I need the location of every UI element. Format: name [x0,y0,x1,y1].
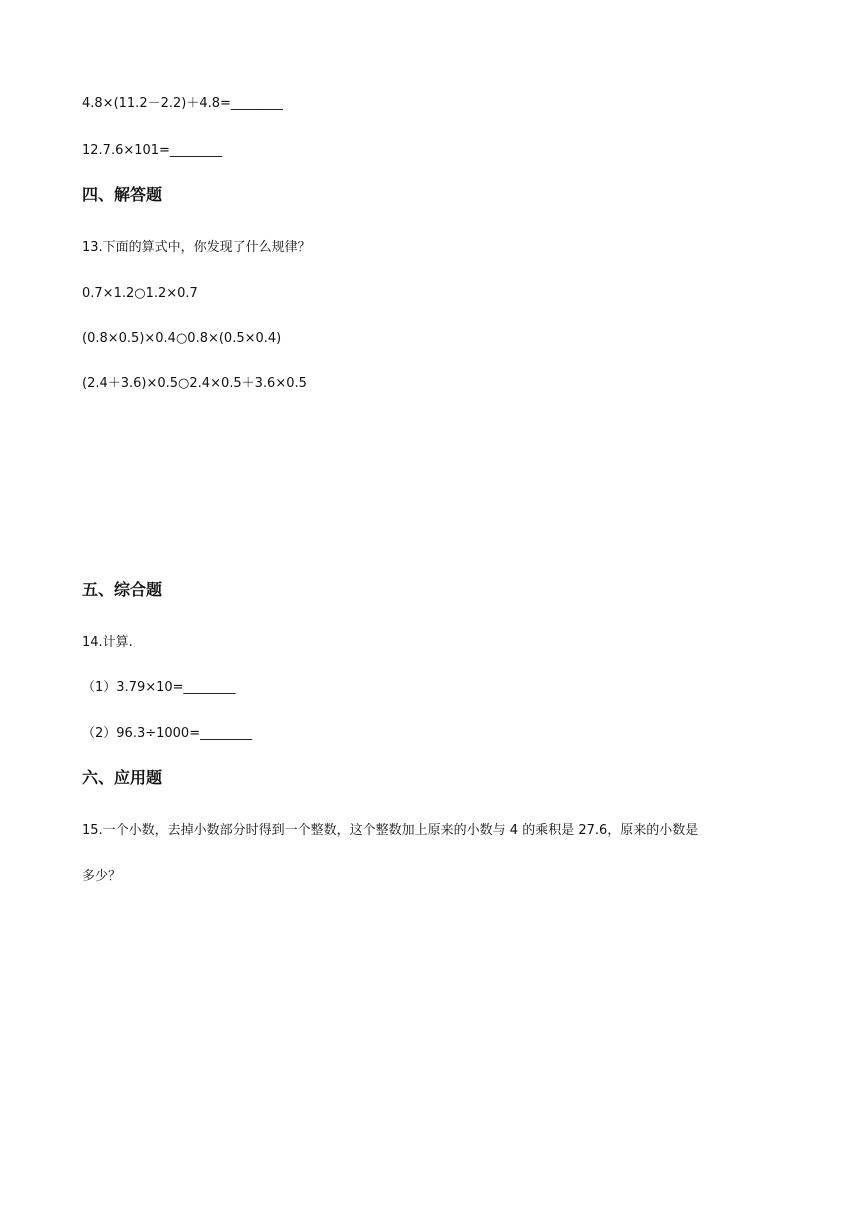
question-11: 4.8×(11.2－2.2)＋4.8=________ [82,96,283,111]
question-13-line-1: 0.7×1.2○1.2×0.7 [82,286,198,301]
question-12: 12.7.6×101=________ [82,143,222,158]
question-13-line-2: (0.8×0.5)×0.4○0.8×(0.5×0.4) [82,331,282,346]
section-heading-comprehensive: 五、综合题 [82,580,163,599]
question-14-stem: 14.计算. [82,635,133,650]
question-14-item-1: （1）3.79×10=________ [82,680,236,695]
question-13-line-3: (2.4＋3.6)×0.5○2.4×0.5＋3.6×0.5 [82,376,307,391]
section-heading-application: 六、应用题 [82,768,163,787]
question-14-item-2: （2）96.3÷1000=________ [82,726,253,741]
question-15-line-2: 多少？ [82,869,122,884]
question-13-stem: 13.下面的算式中，你发现了什么规律？ [82,240,311,255]
question-15-line-1: 15.一个小数，去掉小数部分时得到一个整数，这个整数加上原来的小数与 4 的乘积是 27.6，原来的小数是 [82,823,699,838]
section-heading-answer: 四、解答题 [82,185,163,204]
